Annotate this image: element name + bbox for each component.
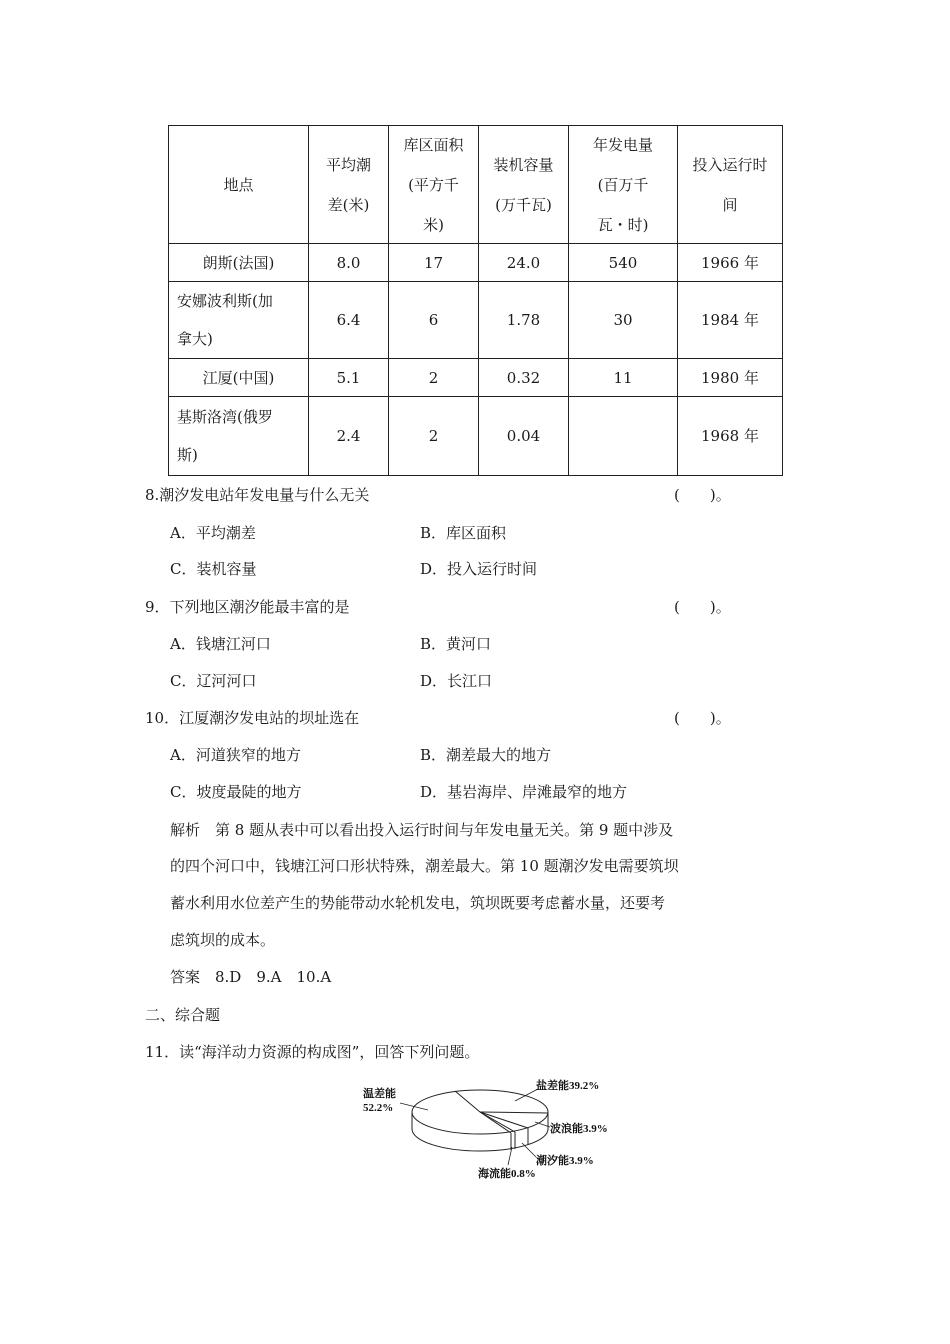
cell-area: 2: [389, 359, 479, 397]
analysis-line-3: 蓄水利用水位差产生的势能带动水轮机发电，筑坝既要考虑蓄水量，还要考: [170, 894, 666, 912]
question-10-option-c: C．坡度最陡的地方: [170, 783, 302, 801]
question-9-stem: 9．下列地区潮汐能最丰富的是: [145, 598, 350, 616]
cell-capacity: 24.0: [479, 244, 569, 282]
cell-capacity: 0.32: [479, 359, 569, 397]
header-output: 年发电量 (百万千 瓦・时): [569, 126, 678, 244]
label-yancha: 盐差能39.2%: [536, 1080, 600, 1092]
question-9-option-b: B．黄河口: [420, 635, 492, 653]
label-wencha-name: 温差能: [363, 1088, 396, 1100]
cell-place: 安娜波利斯(加 拿大): [169, 282, 309, 359]
header-capacity: 装机容量 (万千瓦): [479, 126, 569, 244]
cell-area: 2: [389, 397, 479, 476]
cell-output: [569, 397, 678, 476]
section-title: 二、综合题: [145, 1006, 221, 1024]
question-8-option-c: C．装机容量: [170, 560, 257, 578]
header-year: 投入运行时 间: [678, 126, 783, 244]
cell-area: 17: [389, 244, 479, 282]
table-row: [169, 244, 783, 282]
header-place: 地点: [169, 126, 309, 244]
analysis-line-4: 虑筑坝的成本。: [170, 931, 276, 949]
cell-year: 1966 年: [678, 244, 783, 282]
label-chaoxi: 潮汐能3.9%: [536, 1155, 594, 1167]
cell-output: 30: [569, 282, 678, 359]
question-11-stem: 11．读“海洋动力资源的构成图”，回答下列问题。: [145, 1043, 480, 1061]
analysis-line-2: 的四个河口中，钱塘江河口形状特殊，潮差最大。第 10 题潮汐发电需要筑坝: [170, 857, 679, 875]
question-8-stem: 8.潮汐发电站年发电量与什么无关: [145, 486, 370, 504]
question-9-option-d: D．长江口: [420, 672, 493, 690]
cell-tide: 8.0: [309, 244, 389, 282]
cell-output: 540: [569, 244, 678, 282]
label-haoliu: 海流能0.8%: [478, 1168, 536, 1180]
cell-place: 基斯洛湾(俄罗 斯): [169, 397, 309, 476]
question-10-answer-blank: ( )。: [674, 709, 731, 727]
question-8-option-a: A．平均潮差: [170, 524, 256, 542]
analysis-line-1: 解析 第 8 题从表中可以看出投入运行时间与年发电量无关。第 9 题中涉及: [170, 821, 674, 839]
ocean-energy-pie-chart: [360, 1075, 620, 1185]
question-9-option-c: C．辽河河口: [170, 672, 257, 690]
cell-tide: 5.1: [309, 359, 389, 397]
cell-tide: 6.4: [309, 282, 389, 359]
cell-place: 江厦(中国): [169, 359, 309, 397]
cell-year: 1984 年: [678, 282, 783, 359]
cell-place: 朗斯(法国): [169, 244, 309, 282]
question-8-answer-blank: ( )。: [674, 486, 731, 504]
question-8-option-d: D．投入运行时间: [420, 560, 538, 578]
table-row: [169, 397, 783, 476]
question-10-option-d: D．基岩海岸、岸滩最窄的地方: [420, 783, 628, 801]
cell-area: 6: [389, 282, 479, 359]
leader-haoliu: [508, 1147, 512, 1165]
cell-year: 1968 年: [678, 397, 783, 476]
question-9-answer-blank: ( )。: [674, 598, 731, 616]
cell-output: 11: [569, 359, 678, 397]
cell-tide: 2.4: [309, 397, 389, 476]
question-8-option-b: B．库区面积: [420, 524, 507, 542]
label-bolang: 波浪能3.9%: [550, 1123, 608, 1135]
header-area: 库区面积 (平方千 米): [389, 126, 479, 244]
table-row: [169, 359, 783, 397]
table-row: [169, 282, 783, 359]
cell-capacity: 1.78: [479, 282, 569, 359]
question-10-stem: 10．江厦潮汐发电站的坝址选在: [145, 709, 360, 727]
question-9-option-a: A．钱塘江河口: [170, 635, 271, 653]
leader-chaoxi: [522, 1143, 536, 1157]
cell-capacity: 0.04: [479, 397, 569, 476]
power-station-table: [168, 125, 783, 476]
question-10-option-a: A．河道狭窄的地方: [170, 746, 301, 764]
cell-year: 1980 年: [678, 359, 783, 397]
answer-line: 答案 8.D 9.A 10.A: [170, 968, 332, 986]
label-wencha-value: 52.2%: [363, 1102, 394, 1114]
question-10-option-b: B．潮差最大的地方: [420, 746, 552, 764]
header-tide: 平均潮 差(米): [309, 126, 389, 244]
